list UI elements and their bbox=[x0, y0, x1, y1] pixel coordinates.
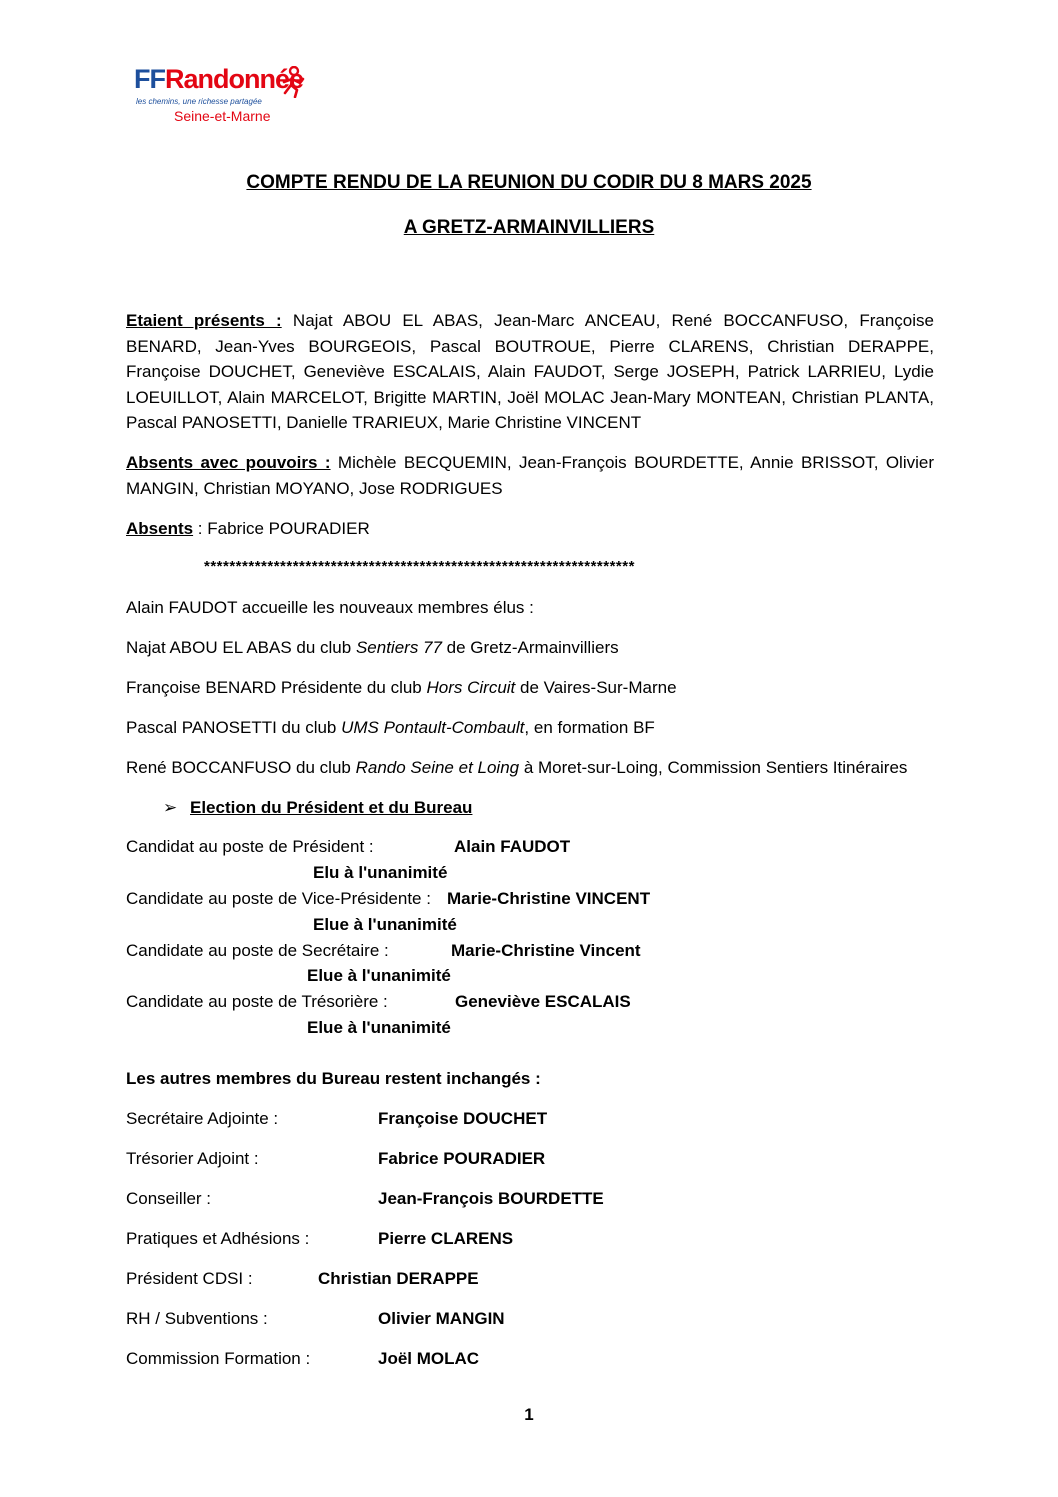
bureau-member-name: Joël MOLAC bbox=[378, 1349, 480, 1368]
bullet-arrow-icon: ➢ bbox=[163, 798, 178, 817]
bureau-member-name: Pierre CLARENS bbox=[378, 1229, 514, 1248]
candidate-role: Candidate au poste de Secrétaire : bbox=[126, 941, 389, 960]
candidate-role: Candidate au poste de Trésorière : bbox=[126, 992, 388, 1011]
club-name: Rando Seine et Loing bbox=[355, 758, 520, 777]
logo-wordmark bbox=[134, 64, 303, 95]
document-subtitle: A GRETZ-ARMAINVILLIERS bbox=[403, 217, 655, 238]
bureau-role: Président CDSI : bbox=[126, 1269, 253, 1288]
attendees-list: Najat ABOU EL ABAS, Jean-Marc ANCEAU, René BOCCANFUSO, Françoise BENARD, Jean-Yves BOURGEOIS, Pascal BOUTROUE, Pierre CLARENS, Christian DERAPPE, Françoise DOUCHET, Geneviève ESCALAIS, Alain FAUDOT, Serge JOSEPH, Patrick LARRIEU, Lydie LOEUILLOT, Alain MARCELOT, Brigitte MARTIN, Joël MOLAC Jean-Mary MONTEAN, Christian PLANTA, Pascal PANOSETTI, Danielle TRARIEUX, Marie Christine VINCENT bbox=[126, 311, 934, 432]
member-detail: de Gretz-Armainvilliers bbox=[441, 638, 619, 657]
club-name: Hors Circuit bbox=[426, 678, 516, 697]
member-detail: de Vaires-Sur-Marne bbox=[515, 678, 677, 697]
absentees-paragraph bbox=[126, 516, 934, 542]
bureau-member-name: Christian DERAPPE bbox=[318, 1269, 479, 1288]
walker-icon bbox=[280, 66, 306, 98]
bureau-role: Commission Formation : bbox=[126, 1349, 311, 1368]
bureau-role: Conseiller : bbox=[126, 1189, 212, 1208]
club-name: UMS Pontault-Combault bbox=[341, 718, 525, 737]
member-name: Françoise BENARD Présidente du club bbox=[126, 678, 427, 697]
member-name: René BOCCANFUSO du club bbox=[126, 758, 356, 777]
bureau-role: Secrétaire Adjointe : bbox=[126, 1109, 279, 1128]
bureau-role: Pratiques et Adhésions : bbox=[126, 1229, 310, 1248]
election-result: Elu à l'unanimité bbox=[313, 863, 448, 882]
welcome-text: Alain FAUDOT accueille les nouveaux membres élus : bbox=[126, 598, 534, 617]
document-title: COMPTE RENDU DE LA REUNION DU CODIR DU 8 MARS 2025 bbox=[246, 172, 812, 193]
member-detail: , en formation BF bbox=[524, 718, 655, 737]
page-number: 1 bbox=[524, 1405, 534, 1424]
bureau-member-name: Fabrice POURADIER bbox=[378, 1149, 546, 1168]
proxy-absentees-paragraph bbox=[126, 450, 934, 501]
proxy-absentees-label: Absents avec pouvoirs : bbox=[126, 453, 331, 472]
attendees-paragraph bbox=[126, 308, 934, 436]
logo-tagline: les chemins, une richesse partagée bbox=[136, 97, 262, 106]
member-detail: à Moret-sur-Loing, Commission Sentiers Itinéraires bbox=[519, 758, 908, 777]
bureau-member-name: Françoise DOUCHET bbox=[378, 1109, 548, 1128]
candidate-role: Candidate au poste de Vice-Présidente : bbox=[126, 889, 431, 908]
bureau-role: RH / Subventions : bbox=[126, 1309, 268, 1328]
bureau-member-name: Jean-François BOURDETTE bbox=[378, 1189, 604, 1208]
proxy-absentees-list: Michèle BECQUEMIN, Jean-François BOURDETTE, Annie BRISSOT, Olivier MANGIN, Christian MOYANO, Jose RODRIGUES bbox=[126, 453, 934, 498]
bureau-heading: Les autres membres du Bureau restent inchangés : bbox=[126, 1069, 541, 1088]
absentees-list: : Fabrice POURADIER bbox=[193, 519, 370, 538]
member-name: Pascal PANOSETTI du club bbox=[126, 718, 342, 737]
club-name: Sentiers 77 bbox=[355, 638, 442, 657]
bureau-role: Trésorier Adjoint : bbox=[126, 1149, 259, 1168]
election-result: Elue à l'unanimité bbox=[307, 966, 451, 985]
bureau-member-name: Olivier MANGIN bbox=[378, 1309, 505, 1328]
logo-region: Seine-et-Marne bbox=[174, 108, 271, 124]
election-result: Elue à l'unanimité bbox=[307, 1018, 451, 1037]
ffrandonnee-logo bbox=[134, 64, 314, 128]
absentees-label: Absents bbox=[126, 519, 194, 538]
new-member-line bbox=[126, 757, 907, 779]
candidate-name: Marie-Christine VINCENT bbox=[447, 889, 651, 908]
member-name: Najat ABOU EL ABAS du club bbox=[126, 638, 356, 657]
candidate-name: Alain FAUDOT bbox=[454, 837, 571, 856]
new-member-line bbox=[126, 677, 677, 699]
new-member-line bbox=[126, 637, 619, 659]
candidate-name: Geneviève ESCALAIS bbox=[455, 992, 631, 1011]
new-member-line bbox=[126, 717, 655, 739]
attendees-label: Etaient présents : bbox=[126, 311, 282, 330]
election-heading: Election du Président et du Bureau bbox=[190, 798, 473, 817]
separator-line: ******************************************************************** bbox=[204, 558, 635, 575]
candidate-name: Marie-Christine Vincent bbox=[451, 941, 641, 960]
logo-randonnee: Randonnée bbox=[165, 64, 304, 94]
candidate-role: Candidat au poste de Président : bbox=[126, 837, 374, 856]
logo-ff: FF bbox=[134, 64, 165, 94]
election-result: Elue à l'unanimité bbox=[313, 915, 457, 934]
